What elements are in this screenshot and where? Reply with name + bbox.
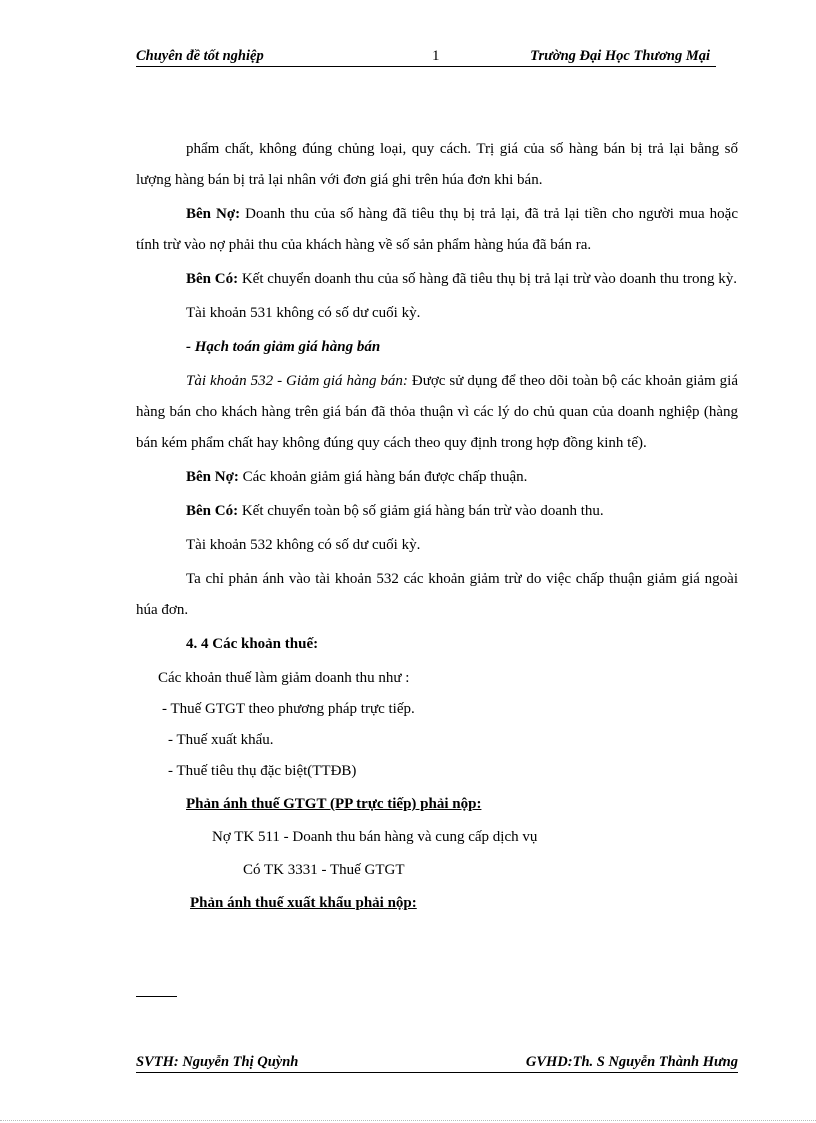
list-item-export-tax: - Thuế xuất khẩu.: [168, 732, 274, 748]
paragraph-3-text: Kết chuyển doanh thu của số hàng đã tiêu thụ bị trả lại trừ vào doanh thu trong kỳ.: [238, 271, 737, 287]
footnote-separator: [136, 996, 177, 997]
paragraph-6-text: Các khoản giảm giá hàng bán được chấp thuận.: [238, 469, 528, 485]
page-number: 1: [432, 48, 440, 64]
footer-student: SVTH: Nguyễn Thị Quỳnh: [136, 1054, 299, 1070]
credit-label-2: Bên Có:: [186, 503, 239, 519]
paragraph-1: phẩm chất, không đúng chủng loại, quy cách. Trị giá của số hàng bán bị trả lại bằng số lượng hàng bán bị trả lại nhân với đơn giá ghi trên húa đơn khi bán.: [136, 141, 738, 188]
page-edge-divider: [0, 1120, 816, 1121]
heading-export-payable: Phản ánh thuế xuất khẩu phải nộp:: [190, 895, 417, 911]
header-left: Chuyên đề tốt nghiệp: [136, 48, 264, 64]
entry-debit-511: Nợ TK 511 - Doanh thu bán hàng và cung cấp dịch vụ: [212, 829, 538, 845]
paragraph-5: [136, 366, 738, 459]
paragraph-10: Các khoản thuế làm giảm doanh thu như :: [158, 670, 410, 686]
paragraph-7: [136, 496, 738, 527]
section-heading-discount: - Hạch toán giảm giá hàng bán: [186, 339, 381, 355]
paragraph-6: [136, 462, 738, 493]
section-heading-taxes: 4. 4 Các khoản thuế:: [186, 636, 319, 652]
heading-vat-wrap: [136, 789, 738, 820]
document-body: [136, 134, 738, 919]
entry-credit-3331: Có TK 3331 - Thuế GTGT: [243, 862, 405, 878]
debit-label: Bên Nợ:: [186, 206, 241, 222]
list-item-vat: - Thuế GTGT theo phương pháp trực tiếp.: [162, 701, 415, 717]
heading-export-wrap: [136, 888, 738, 919]
page-header: [136, 46, 716, 67]
account-532-label: Tài khoản 532 - Giảm giá hàng bán:: [186, 373, 408, 389]
header-right: Trường Đại Học Thương Mại: [530, 48, 710, 64]
paragraph-5-text: Được sử dụng để theo dõi toàn bộ các khoản giảm giá hàng bán cho khách hàng trên giá bán đã thỏa thuận vì các lý do chủ quan của doanh nghiệp (hàng bán kém phẩm chất hay không đúng quy cách theo quy định trong hợp đồng kinh tế).: [136, 373, 738, 451]
paragraph-2: [136, 199, 738, 261]
paragraph-2-text: Doanh thu của số hàng đã tiêu thụ bị trả lại, đã trả lại tiền cho người mua hoặc tính trừ vào nợ phải thu của khách hàng về số sản phẩm hàng húa đã bán ra.: [136, 206, 738, 253]
paragraph-8: Tài khoản 532 không có số dư cuối kỳ.: [186, 537, 421, 553]
paragraph-7-text: Kết chuyển toàn bộ số giảm giá hàng bán trừ vào doanh thu.: [238, 503, 604, 519]
footer-advisor: GVHD:Th. S Nguyễn Thành Hưng: [525, 1054, 738, 1070]
paragraph-4: Tài khoản 531 không có số dư cuối kỳ.: [186, 305, 421, 321]
paragraph-9: Ta chỉ phản ánh vào tài khoản 532 các khoản giảm trừ do việc chấp thuận giảm giá ngoài húa đơn.: [136, 571, 738, 618]
list-item-special-tax: - Thuế tiêu thụ đặc biệt(TTĐB): [168, 763, 357, 779]
page-footer: [136, 1052, 738, 1073]
paragraph-3: [136, 264, 738, 295]
credit-label: Bên Có:: [186, 271, 239, 287]
heading-vat-payable: Phản ánh thuế GTGT (PP trực tiếp) phải nộp:: [186, 796, 482, 812]
debit-label-2: Bên Nợ:: [186, 469, 239, 485]
